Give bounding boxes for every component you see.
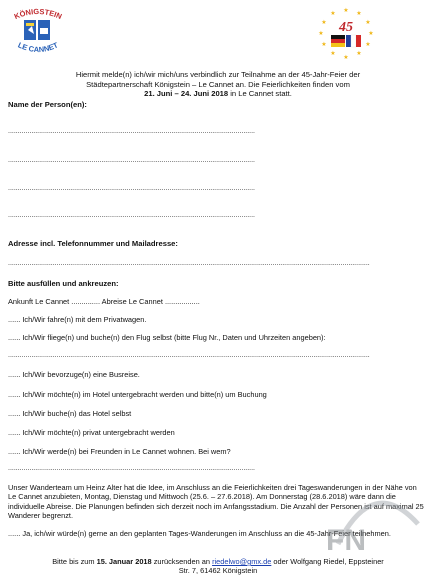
- koenigstein-le-cannet-logo: [8, 6, 68, 60]
- svg-text:★: ★: [356, 11, 362, 17]
- intro-paragraph: [30, 70, 406, 99]
- option-hiking[interactable]: ...... Ja, ich/wir würde(n) gerne an den geplanten Tages-Wanderungen im Anschluss an die 45-Jahr-Feier teilnehmen.: [8, 529, 391, 538]
- option-friends[interactable]: ...... Ich/Wir werde(n) bei Freunden in Le Cannet wohnen. Bei wem?: [8, 447, 231, 456]
- email-link[interactable]: riedelwo@gmx.de: [212, 557, 272, 566]
- logo-top-text: KÖNIGSTEIN: [12, 6, 64, 22]
- svg-text:★: ★: [321, 20, 327, 26]
- return-instructions: Bitte bis zum 15. Januar 2018 zurücksenden an riedelwo@gmx.de oder Wolfgang Riedel, Eppsteiner Str. 7, 61462 Königstein: [8, 557, 428, 576]
- address-line-footer: Str. 7, 61462 Königstein: [178, 566, 258, 576]
- svg-text:★: ★: [343, 55, 349, 61]
- svg-text:★: ★: [365, 42, 371, 48]
- logo-number: 45: [339, 20, 353, 35]
- name-line-1[interactable]: ...............................................................................................................................: [8, 128, 255, 135]
- deadline: 15. Januar 2018: [96, 557, 152, 566]
- svg-text:KÖNIGSTEIN: [13, 7, 63, 21]
- anniversary-45-logo: [316, 4, 376, 60]
- svg-text:★: ★: [321, 42, 327, 48]
- option-private-car[interactable]: ...... Ich/Wir fahre(n) mit dem Privatwagen.: [8, 315, 147, 324]
- name-line-3[interactable]: ...............................................................................................................................: [8, 185, 255, 192]
- svg-text:★: ★: [343, 8, 349, 14]
- watermark-text: FN: [326, 524, 366, 557]
- option-hotel-booking[interactable]: ...... Ich/Wir möchte(n) im Hotel untergebracht werden und bitte(n) um Buchung: [8, 390, 267, 399]
- hiking-paragraph: Unser Wanderteam um Heinz Alter hat die Idee, im Anschluss an die Feierlichkeiten drei Tageswanderungen in der Nähe von Le Cannet anzubieten, Montag, Dienstag und Mittwoch (25.6. – 27.6.2018). Am Donnerstag (28.6.2018) wäre dann die individuelle Abreise. Die Planungen befinden sich derzeit noch im Anfangsstadium. Die Anzahl der Personen ist auf maximal 25 Wanderer begrenzt.: [8, 483, 424, 520]
- svg-text:★: ★: [318, 31, 324, 37]
- fn-watermark: [318, 484, 428, 556]
- option-private-accommodation[interactable]: ...... Ich/Wir möchte(n) privat untergebracht werden: [8, 428, 175, 437]
- intro-line-2: Städtepartnerschaft Königstein – Le Cannet an. Die Feierlichkeiten finden vom: [86, 79, 350, 89]
- event-dates: 21. Juni – 24. Juni 2018: [144, 89, 229, 99]
- svg-text:★: ★: [368, 31, 374, 37]
- intro-line-3: 21. Juni – 24. Juni 2018 in Le Cannet statt.: [144, 89, 292, 99]
- svg-text:★: ★: [330, 51, 336, 57]
- arrival-departure-fields[interactable]: Ankunft Le Cannet .............. Abreise Le Cannet .................: [8, 297, 200, 306]
- svg-text:LE CANNET: [17, 40, 60, 54]
- logo-bottom-text: LE CANNET: [16, 40, 60, 55]
- svg-text:★: ★: [330, 11, 336, 17]
- option-hotel-self[interactable]: ...... Ich/Wir buche(n) das Hotel selbst: [8, 409, 132, 418]
- fill-instructions-label: Bitte ausfüllen und ankreuzen:: [8, 279, 119, 288]
- svg-text:★: ★: [365, 20, 371, 26]
- svg-text:★: ★: [356, 51, 362, 57]
- address-line[interactable]: ..........................................................................................................................................................................................: [8, 260, 370, 267]
- german-flag-icon: [331, 35, 345, 47]
- flight-details-line[interactable]: ..........................................................................................................................................................................................: [8, 352, 370, 359]
- name-line-4[interactable]: ...............................................................................................................................: [8, 212, 255, 219]
- intro-line-1: Hiermit melde(n) ich/wir mich/uns verbindlich zur Teilnahme an der 45-Jahr-Feier der: [75, 70, 361, 79]
- option-own-flight[interactable]: ...... Ich/Wir fliege(n) und buche(n) den Flug selbst (bitte Flug Nr., Daten und Uhrzeiten angeben):: [8, 333, 326, 342]
- option-bus[interactable]: ...... Ich/Wir bevorzuge(n) eine Busreise.: [8, 370, 140, 379]
- names-label: Name der Person(en):: [8, 100, 87, 109]
- name-line-2[interactable]: ...............................................................................................................................: [8, 157, 255, 164]
- french-flag-icon: [346, 35, 361, 47]
- address-label: Adresse incl. Telefonnummer und Mailadresse:: [8, 239, 178, 248]
- friends-name-line[interactable]: ...............................................................................................................................: [8, 465, 255, 472]
